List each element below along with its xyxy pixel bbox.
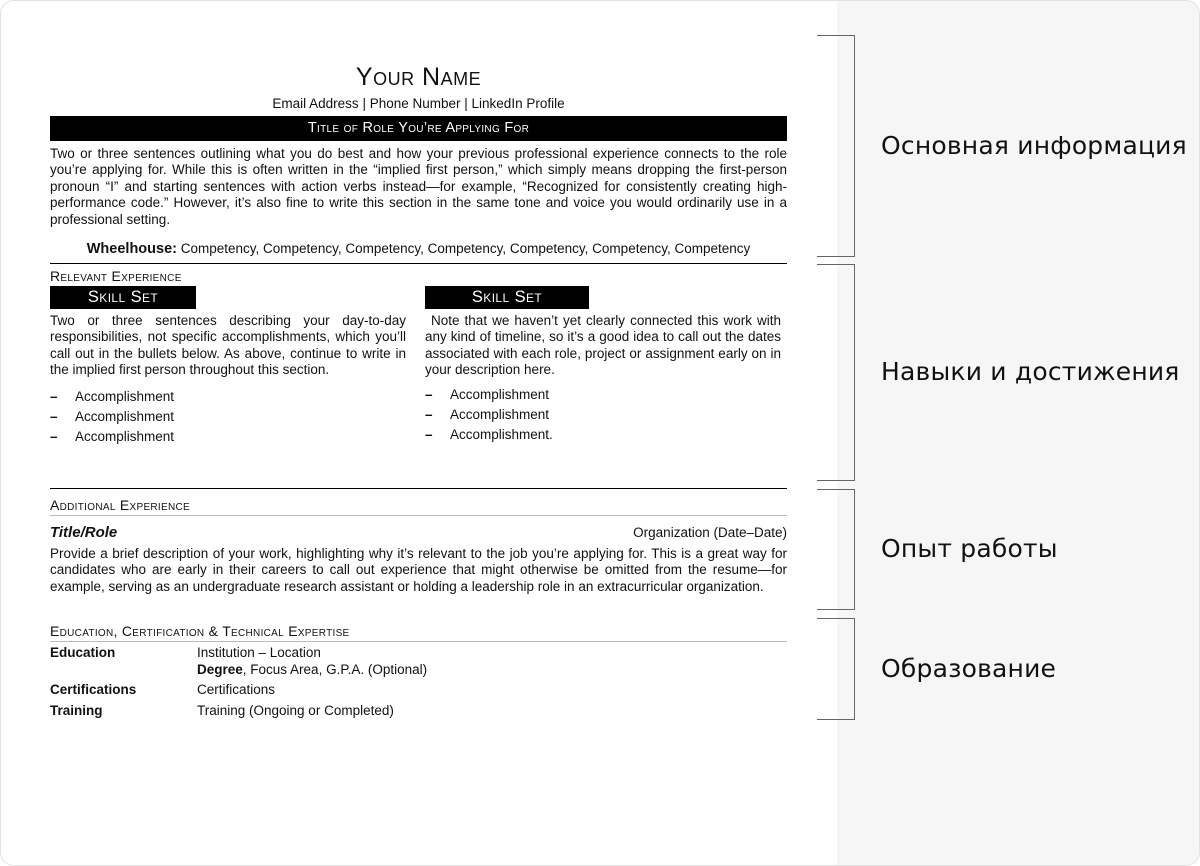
dash-icon: – xyxy=(50,429,58,444)
accomplishment-list-right xyxy=(425,385,553,445)
bracket-basic-info xyxy=(817,35,855,257)
annotation-skills: Навыки и достижения xyxy=(881,357,1180,386)
contact-phone: Phone Number xyxy=(369,96,461,111)
accomplishment-list-left xyxy=(50,387,174,447)
relevant-experience-heading: Relevant Experience xyxy=(50,268,182,284)
wheelhouse-competencies: Competency, Competency, Competency, Competency, Competency, Competency, Competency xyxy=(180,241,751,256)
bracket-work-experience xyxy=(817,489,855,610)
certifications-label: Certifications xyxy=(50,682,137,697)
degree-line xyxy=(197,662,427,679)
wheelhouse-label: Wheelhouse: xyxy=(86,241,177,257)
training-value: Training (Ongoing or Completed) xyxy=(197,703,394,718)
summary-paragraph: Two or three sentences outlining what you do best and how your previous professional experience connects to the role you’re applying for. While this is often written in the “implied first person,” which simply means dropping the first-person pronoun “I” and starting sentences with action verbs instead—for example, “Recognized for consistently creating high-performance code.” However, it’s also fine to write this section in the same tone and voice you would ordinarily use in a professional setting. xyxy=(50,146,787,227)
list-item xyxy=(50,407,174,427)
contact-line: Email Address | Phone Number | LinkedIn Profile xyxy=(272,96,565,111)
accomplishment-text: Accomplishment xyxy=(75,429,175,444)
accomplishment-text: Accomplishment xyxy=(75,389,175,404)
resume-name: Your Name xyxy=(355,63,482,91)
contact-email: Email Address xyxy=(272,96,359,111)
bracket-education xyxy=(817,618,855,720)
skill-set-label-left: Skill Set xyxy=(50,286,196,309)
accomplishment-text: Accomplishment xyxy=(450,407,550,422)
training-label: Training xyxy=(50,703,103,718)
education-label: Education xyxy=(50,645,116,660)
bracket-skills xyxy=(817,264,855,481)
list-item xyxy=(425,385,553,405)
degree-label: Degree xyxy=(197,662,243,677)
skill-set-label-right: Skill Set xyxy=(425,286,589,309)
skill-description-left: Two or three sentences describing your day-to-day responsibilities, not specific accomplishments, which you’ll call out in the bullets below. As above, continue to write in the implied first person throughout this section. xyxy=(50,313,406,378)
additional-experience-heading: Additional Experience xyxy=(50,497,190,513)
annotation-work-experience: Опыт работы xyxy=(881,534,1058,563)
contact-linkedin: LinkedIn Profile xyxy=(471,96,565,111)
institution-location: Institution – Location xyxy=(197,645,321,660)
dash-icon: – xyxy=(50,409,58,424)
role-title-bar: Title of Role You’re Applying For xyxy=(50,116,787,141)
job-title: Title/Role xyxy=(50,524,118,541)
heading-underline xyxy=(50,515,787,516)
dash-icon: – xyxy=(425,387,433,402)
accomplishment-text: Accomplishment xyxy=(75,409,175,424)
list-item xyxy=(425,425,553,445)
annotation-basic-info: Основная информация xyxy=(881,131,1187,160)
list-item xyxy=(50,427,174,447)
degree-details: , Focus Area, G.P.A. (Optional) xyxy=(242,662,428,677)
section-divider xyxy=(50,488,787,489)
education-heading: Education, Certification & Technical Expertise xyxy=(50,623,350,639)
job-organization: Organization (Date–Date) xyxy=(633,525,787,540)
list-item xyxy=(425,405,553,425)
job-description: Provide a brief description of your work, highlighting why it’s relevant to the job you’re applying for. This is a great way for candidates who are early in their careers to call out experience that might otherwise be omitted from the resume—for example, serving as an undergraduate research assistant or holding a leadership role in an extracurricular organization. xyxy=(50,546,787,594)
dash-icon: – xyxy=(50,389,58,404)
dash-icon: – xyxy=(425,427,433,442)
annotation-education: Образование xyxy=(881,654,1057,683)
skill-description-right: Note that we haven’t yet clearly connected this work with any kind of timeline, so it’s a good idea to call out the dates associated with each role, project or assignment early on in your description here. xyxy=(425,313,781,378)
accomplishment-text: Accomplishment xyxy=(450,387,550,402)
dash-icon: – xyxy=(425,407,433,422)
certifications-value: Certifications xyxy=(197,682,276,697)
wheelhouse-line xyxy=(50,241,787,257)
list-item xyxy=(50,387,174,407)
heading-underline xyxy=(50,641,787,642)
section-divider xyxy=(50,263,787,264)
accomplishment-text: Accomplishment. xyxy=(450,427,553,442)
